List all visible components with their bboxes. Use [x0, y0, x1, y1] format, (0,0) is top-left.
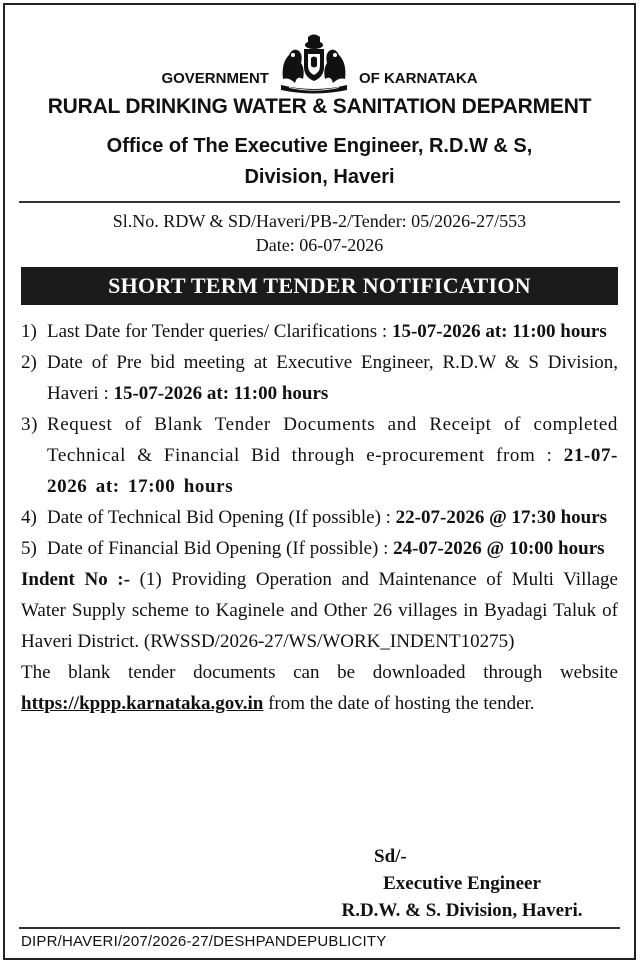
indent-text: (1) Providing Operation and Maintenance of Multi Village Water Supply scheme to Kaginele and Other 26 villages in Byadagi Taluk of Haveri District. (RWSSD/2026-27/WS/WORK_INDENT10275): [21, 569, 618, 652]
notification-banner: SHORT TERM TENDER NOTIFICATION: [21, 267, 618, 305]
item-date: 15-07-2026 at: 11:00 hours: [113, 383, 329, 404]
item-text: Date of Pre bid meeting at Executive Engineer, R.D.W & S Division, Haveri :: [47, 352, 618, 404]
item-text: Date of Financial Bid Opening (If possible) :: [47, 538, 394, 559]
government-right-text: OF KARNATAKA: [358, 70, 478, 87]
karnataka-state-emblem-icon: [275, 33, 353, 95]
office-line-2: Division, Haveri: [244, 166, 395, 188]
item-date: 15-07-2026 at: 11:00 hours: [391, 321, 607, 342]
schedule-item-4: [21, 502, 618, 533]
item-text: Request of Blank Tender Documents and Receipt of completed Technical & Financial Bid through e-procurement from :: [47, 414, 618, 466]
schedule-item-3: [21, 409, 618, 502]
schedule-item-5: [21, 533, 618, 564]
download-text-before: The blank tender documents can be downloaded through website: [21, 662, 618, 683]
signature-title: Executive Engineer: [383, 873, 541, 894]
schedule-item-1: [21, 316, 618, 347]
department-title: RURAL DRINKING WATER & SANITATION DEPARMENT: [47, 95, 592, 118]
reference-number: Sl.No. RDW & SD/Haveri/PB-2/Tender: 05/2026-27/553: [112, 211, 527, 231]
reference-date: Date: 06-07-2026: [255, 235, 384, 255]
reference-block: [5, 209, 634, 257]
item-text: Last Date for Tender queries/ Clarifications :: [47, 321, 392, 342]
notice-body: [21, 316, 618, 719]
signature-sd: Sd/-: [374, 846, 407, 867]
item-date: 24-07-2026 @ 10:00 hours: [393, 538, 605, 559]
download-text-after: from the date of hosting the tender.: [263, 693, 535, 714]
item-text: Date of Technical Bid Opening (If possible) :: [47, 507, 396, 528]
item-date: 21-07-2026 at: 17:00 hours: [47, 445, 618, 497]
header-divider: [19, 201, 620, 203]
office-title: [5, 131, 634, 193]
office-line-1: Office of The Executive Engineer, R.D.W & S,: [106, 135, 533, 157]
item-number: 3): [21, 414, 39, 435]
schedule-item-2: [21, 347, 618, 409]
item-number: 5): [21, 538, 37, 559]
signature-division: R.D.W. & S. Division, Haveri.: [341, 900, 583, 921]
kppp-website-link[interactable]: https://kppp.karnataka.gov.in: [21, 693, 264, 714]
download-paragraph: [21, 657, 618, 719]
government-line: [5, 25, 634, 95]
indent-label: Indent No :-: [21, 569, 130, 590]
dipr-code: DIPR/HAVERI/207/2026-27/DESHPANDEPUBLICITY: [21, 933, 387, 950]
footer-divider: [19, 927, 620, 929]
item-number: 4): [21, 507, 37, 528]
signature-block: [302, 843, 622, 924]
indent-paragraph: [21, 564, 618, 657]
item-number: 2): [21, 352, 37, 373]
notice-frame: [3, 3, 636, 960]
item-number: 1): [21, 321, 37, 342]
government-left-text: GOVERNMENT: [161, 70, 269, 87]
item-date: 22-07-2026 @ 17:30 hours: [395, 507, 608, 528]
